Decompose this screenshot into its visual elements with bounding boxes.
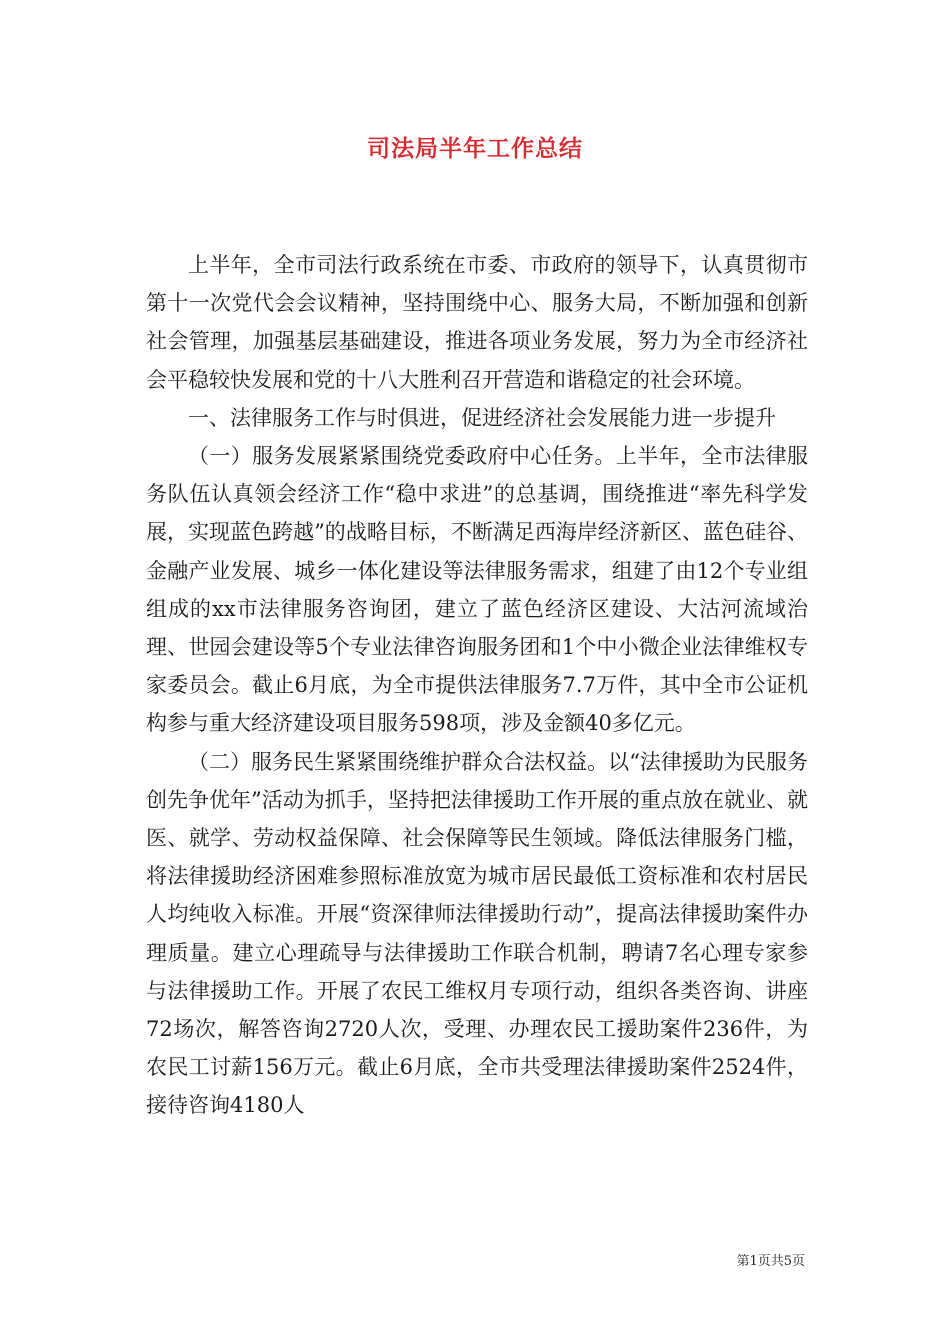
page-number: 第1页共5页 <box>736 1254 805 1269</box>
section-heading-1: 一、法律服务工作与时俱进，促进经济社会发展能力进一步提升 <box>188 405 776 430</box>
paragraph-service-livelihood: （二）服务民生紧紧围绕维护群众合法权益。以“法律援助为民服务创先争优年”活动为抓手，坚持把法律援助工作开展的重点放在就业、就医、就学、劳动权益保障、社会保障等民生领域。降低法律服务门槛，将法律援助经济困难参照标准放宽为城市居民最低工资标准和农村居民人均纯收入标准。开展“资深律师法律援助行动”，提高法律援助案件办理质量。建立心理疏导与法律援助工作联合机制，聘请7名心理专家参与法律援助工作。开展了农民工维权月专项行动，组织各类咨询、讲座72场次，解答咨询2720人次，受理、办理农民工援助案件236件，为农民工讨薪156万元。截止6月底，全市共受理法律援助案件2524件，接待咨询4180人 <box>146 749 808 1118</box>
document-title: 司法局半年工作总结 <box>367 135 583 162</box>
paragraph-intro: 上半年，全市司法行政系统在市委、市政府的领导下，认真贯彻市第十一次党代会会议精神，坚持围绕中心、服务大局，不断加强和创新社会管理，加强基层基础建设，推进各项业务发展，努力为全市经济社会平稳较快发展和党的十八大胜利召开营造和谐稳定的社会环境。 <box>146 253 808 392</box>
paragraph-service-development: （一）服务发展紧紧围绕党委政府中心任务。上半年，全市法律服务队伍认真领会经济工作“稳中求进”的总基调，围绕推进“率先科学发展，实现蓝色跨越”的战略目标，不断满足西海岸经济新区、蓝色硅谷、金融产业发展、城乡一体化建设等法律服务需求，组建了由12个专业组组成的xx市法律服务咨询团，建立了蓝色经济区建设、大沽河流域治理、世园会建设等5个专业法律咨询服务团和1个中小微企业法律维权专家委员会。截止6月底，为全市提供法律服务7.7万件，其中全市公证机构参与重大经济建设项目服务598项，涉及金额40多亿元。 <box>146 444 808 736</box>
document-body <box>146 246 808 1125</box>
